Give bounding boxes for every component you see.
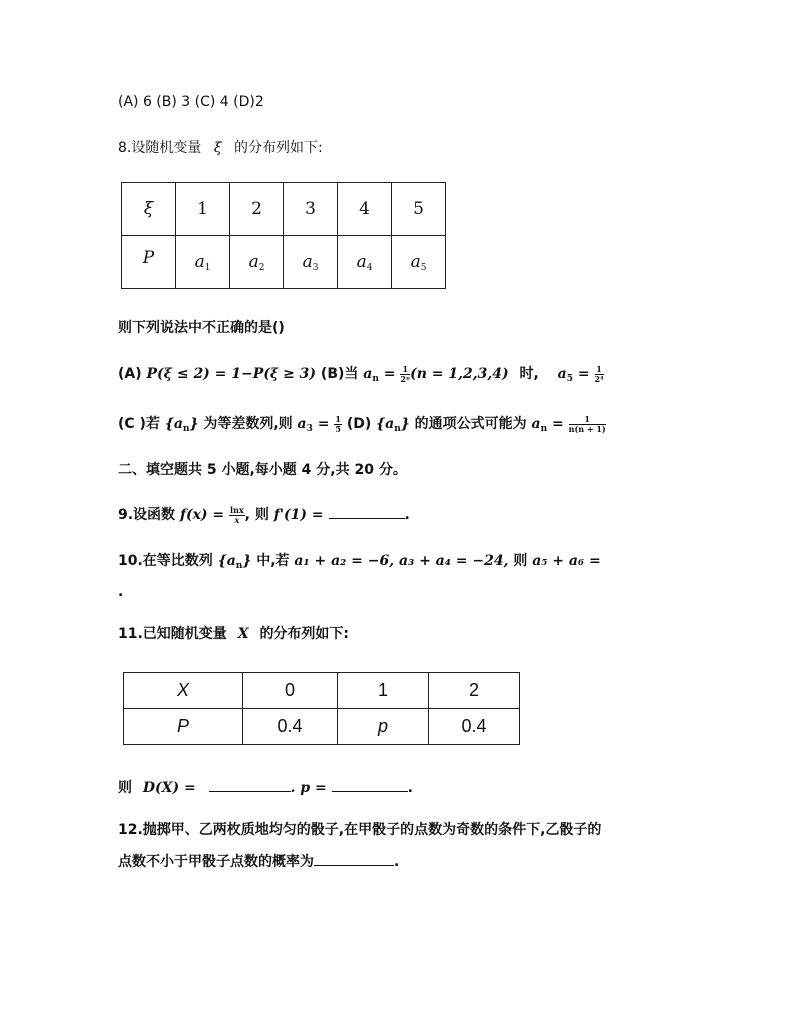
q9-prefix: 9.设函数 (118, 507, 176, 523)
q12-line-2: 点数不小于甲骰子点数的概率为 . (118, 854, 400, 870)
table-cell: $a_5$ (392, 236, 446, 289)
table-cell: $a_1$ (176, 236, 230, 289)
table-head-cell: ξ (122, 183, 176, 236)
q11-prefix: 11.已知随机变量 (118, 626, 227, 642)
table-head-cell: P (122, 236, 176, 289)
option-b-condition: (n = 1,2,3,4) (410, 366, 509, 382)
q11-distribution-table (123, 672, 520, 745)
table-cell: $a_3$ (284, 236, 338, 289)
table-cell: 5 (392, 183, 446, 236)
option-c-a3: $a_3$ = (297, 416, 330, 434)
q9-mid: , 则 (244, 507, 269, 523)
option-d-text: 的通项公式可能为 (414, 416, 527, 432)
option-b-a5: $a_5$ = (557, 366, 590, 384)
option-c-label: (C )若 (118, 416, 160, 432)
table-head-cell: P (124, 709, 243, 745)
option-a-label: (A) (118, 366, 142, 382)
table-cell: $a_4$ (338, 236, 392, 289)
q11-answer: 则 D(X) = . p = . (118, 780, 413, 796)
table-cell: 2 (429, 673, 520, 709)
table-cell: 0.4 (243, 709, 338, 745)
table-cell: $a_2$ (230, 236, 284, 289)
q8-stem-suffix: 的分布列如下: (233, 140, 323, 156)
table-cell: p (338, 709, 429, 745)
q8-options-ab (118, 364, 604, 389)
option-b-a5-fraction: $\frac{1}{\text{2⁴}}$ (594, 363, 604, 384)
q8-stem-prefix: 8.设随机变量 (118, 140, 202, 156)
answer-blank[interactable] (332, 779, 408, 792)
q8-stem (118, 138, 323, 158)
q10-condition-1: a₁ + a₂ = −6, (294, 553, 395, 569)
q8-variable: ξ (213, 140, 222, 156)
option-d-an: $a_n$ = (531, 416, 564, 434)
q9-fraction: $\frac{\ln x}{x}$ (230, 504, 244, 525)
option-d-seq: $\{a_n\}$ (376, 416, 410, 434)
answer-blank[interactable] (314, 853, 394, 866)
q8-distribution-table (121, 182, 446, 289)
table-cell: 1 (176, 183, 230, 236)
q11-suffix: 的分布列如下: (259, 626, 350, 642)
q8-options-cd (118, 414, 606, 439)
q10-condition-2: a₃ + a₄ = −24, (399, 553, 509, 569)
q12-line-1: 12.抛掷甲、乙两枚质地均匀的骰子,在甲骰子的点数为奇数的条件下,乙骰子的 (118, 822, 602, 838)
q10-then: 则 (513, 553, 528, 569)
answer-blank[interactable] (329, 506, 405, 519)
option-a-expr: P(ξ ≤ 2) = 1−P(ξ ≥ 3) (146, 366, 317, 382)
q11-p: . p = (290, 780, 327, 796)
option-b-fraction: $\frac{1}{\text{2ⁿ}}$ (400, 363, 411, 384)
q11-variable: X (237, 626, 249, 642)
q11-stem (118, 624, 349, 644)
table-cell: 4 (338, 183, 392, 236)
q9: 9.设函数 f(x) = $\frac{\ln x}{x}$ , 则 f'(1) = . (118, 504, 410, 525)
q10 (118, 551, 601, 576)
q11-then: 则 (118, 780, 132, 796)
q8-question: 则下列说法中不正确的是() (118, 320, 285, 336)
table-cell: 0.4 (429, 709, 520, 745)
answer-blank[interactable] (209, 779, 291, 792)
q10-prefix: 10.在等比数列 (118, 553, 213, 569)
option-b-when: 时, (519, 366, 539, 382)
option-d-label: (D) (346, 416, 372, 432)
q10-target: a₅ + a₆ = (532, 553, 601, 569)
table-cell: 1 (338, 673, 429, 709)
q10-mid: 中,若 (256, 553, 290, 569)
option-b-expr: $a_n$ = (363, 366, 396, 384)
q7-options: (A) 6 (B) 3 (C) 4 (D)2 (118, 94, 264, 110)
table-cell: 2 (230, 183, 284, 236)
table-cell: 0 (243, 673, 338, 709)
q9-derivative: f'(1) = (273, 507, 324, 523)
option-c-fraction: $\frac{1}{5}$ (335, 413, 341, 434)
option-c-seq: $\{a_n\}$ (164, 416, 199, 434)
table-cell: 3 (284, 183, 338, 236)
section-heading: 二、填空题共 5 小题,每小题 4 分,共 20 分。 (118, 462, 407, 478)
q10-dot: . (118, 584, 124, 600)
table-head-cell: X (124, 673, 243, 709)
option-b-label: (B)当 (320, 366, 359, 382)
q11-variance: D(X) = (142, 780, 196, 796)
q9-function: f(x) = (179, 507, 225, 523)
q10-seq: $\{a_n\}$ (217, 553, 252, 571)
option-d-fraction: $\frac{1}{n(n + 1)}$ (568, 413, 606, 434)
option-c-text: 为等差数列,则 (203, 416, 293, 432)
